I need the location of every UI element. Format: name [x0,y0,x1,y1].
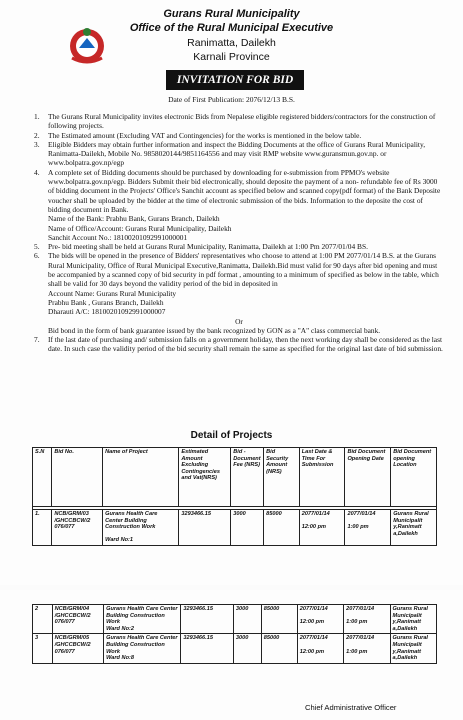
col-project: Name of Project [103,448,179,507]
clause-1: 1. The Gurans Rural Municipality invites electronic Bids from Nepalese eligible registered bidders/contractors for the construction of following projects. [34,112,436,131]
col-estimated-amount: Estimated Amount Excluding Contingencies and Vat(NRS) [179,448,231,507]
province-name: Karnali Province [193,51,270,63]
notice-body [34,112,444,354]
clause-7: 7. If the last date of purchasing and/ submission falls on a government holiday, then the next working day shall be considered as the last date. In such case the validity period of the bid security shall remain the same as specified for the original last date of bid submission. [34,335,443,354]
col-opening-date: Bid Document Opening Date [345,448,391,507]
notice-title: INVITATION FOR BID [166,70,304,90]
bank-office: Name of Office/Account: Gurans Rural Municipality, Dailekh [48,223,232,233]
clause-3: 3. Eligible Bidders may obtain further information and inspect the Bidding Documents at the office of Gurans Rural Municipality, Ranimatta-Dailekh, Mobile No. 9858020144/9851164556 and may visit RMP website www.guransmun.gov.np. or www.bolpatra.gov.np/egp [34,139,426,168]
bank-account: Sanchit Account No.: 18100201092991000001 [48,232,188,242]
bank2-account: Dharauti A/C: 18100201092991000007 [48,307,166,317]
col-sn: S.N [33,448,52,507]
table-header-row [33,448,437,507]
bank-name: Name of the Bank: Prabhu Bank, Gurans Branch, Dailekh [48,214,220,224]
bank2-account-name: Account Name: Gurans Rural Municipality [48,288,177,298]
clause-6: 6. The bids will be opened in the presence of Bidders' representatives who choose to attend at 1:00 PM 2077/01/14 B.S. at the Gurans Rural Municipality, Office of Rural Municipal Executive,Ranimatta, Dailekh.Bid must valid for 90 days after bid opening and must be accompanied by a scanned copy of bid security in pdf format , amounting to a minimum of specified as below in the table, which shall be valid for 30 days beyond the validity period of the bid in deposited in [34,251,439,289]
details-heading: Detail of Projects [190,430,273,441]
projects-table-continued [32,604,437,664]
signatory: Chief Administrative Officer [305,703,397,712]
projects-table [32,447,437,546]
or-separator: Or [235,316,243,326]
office-location: Ranimatta, Dailekh [187,37,276,49]
municipality-name: Gurans Rural Municipality [163,8,300,20]
table-row: 3 NCB/GRM/05 /GHCCBCW/2 076/077 Gurans Health Care Center Building Construction Work Ward No:8 3293466.15 3000 85000 2077/01/14 12:00 pm 2077/01/14 1:00 pm Gurans Rural Municipalit y,Ranimatt a,Dailekh [33,634,437,663]
publication-date: Date of First Publication: 2076/12/13 B.S. [168,95,295,104]
col-bid-fee: Bid - Document Fee (NRS) [231,448,264,507]
col-last-date: Last Date & Time For Submission [299,448,345,507]
table-row: 2 NCB/GRM/04 /GHCCBCW/2 076/077 Gurans Health Care Center Building Construction Work Ward No:2 3293466.15 3000 85000 2077/01/14 12:00 pm 2077/01/14 1:00 pm Gurans Rural Municipalit y,Ranimatt a,Dailekh [33,605,437,634]
col-opening-location: Bid Document opening Location [391,448,437,507]
table-row: 1. NCB/GRM/03 /GHCCBCW/2 076/077 Gurans Health Care Center Building Construction Work Ward No:1 3293466.15 3000 85000 2077/01/14 12:00 pm 2077/01/14 1:00 pm Gurans Rural Municipalit y,Ranimatt a,Dailekh [33,510,437,546]
clause-2: 2. The Estimated amount (Excluding VAT and Contingencies) for the works is mentioned in the below table. [34,130,362,140]
clause-4: 4. A complete set of Bidding documents should be purchased by downloading for e-submission from PPMO's website www.bolpatra.gov.np/egp. Bidders Submit their bid electronically, should deposite the payment of a non- refundable fee of Rs 3000 of bidding document in the Projects' Office's Sanchit account as specified below and scanned copy(pdf format) of the Bank Deposite voucher shall be uploaded by the bidder at the time of electronic submission of the bids. Information to the deposite the cost of bidding document in Bank. [34,167,441,214]
col-security: Bid Security Amount (NRS) [264,448,300,507]
bid-bond-note: Bid bond in the form of bank guarantee issued by the bank recognized by GON as a "A" class commercial bank. [48,325,381,335]
clause-5: 5. Pre- bid meeting shall be held at Gurans Rural Municipality, Ranimatta, Dailekh at 1:00 Pm 2077/01/04 BS. [34,242,368,252]
bank2-branch: Prabhu Bank , Gurans Branch, Dailekh [48,297,164,307]
col-bid-no: Bid No. [52,448,103,507]
office-name: Office of the Rural Municipal Executive [129,22,334,34]
